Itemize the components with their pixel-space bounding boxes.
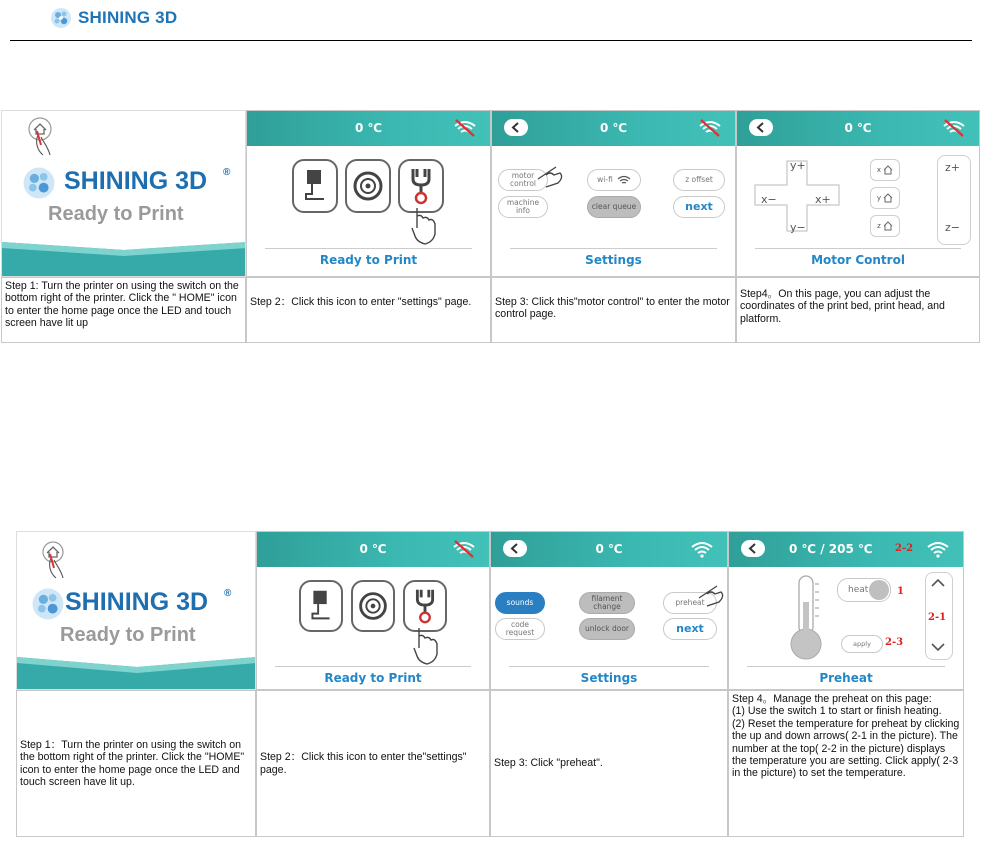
filament-change-button[interactable]: filament change [579, 592, 635, 614]
preheat-button[interactable]: preheat [663, 592, 717, 614]
wifi-icon [689, 539, 715, 559]
home-icon[interactable] [20, 117, 64, 157]
print-button[interactable] [292, 159, 338, 213]
globe-logo-icon [50, 7, 72, 29]
step-2-caption: Step 2：Click this icon to enter the"settings" page. [256, 690, 490, 837]
filament-button[interactable] [351, 580, 395, 632]
brand-name: SHINING 3D [64, 167, 208, 195]
wifi-off-icon [941, 118, 967, 138]
teal-wave-decoration [17, 647, 256, 689]
clear-queue-button[interactable]: clear queue [587, 196, 641, 218]
wifi-button-label: wi-fi [597, 175, 613, 184]
step-4-caption: Step 4。Manage the preheat on this page: (1) Use the switch 1 to start or finish heating. (2) Reset the temperature for preheat by clicking the up and down arrows( 2-1 in the picture). The number at the top( 2-2 in the picture) displays the temperature you are setting. Click apply( 2-3 in the picture) to set the temperature. [728, 690, 964, 837]
label-2-3: 2-3 [885, 637, 904, 648]
thermometer-icon [787, 572, 827, 662]
chevron-up-icon[interactable] [930, 578, 946, 588]
footer-title: Ready to Print [324, 671, 422, 685]
home-screen-panel [1, 110, 246, 277]
screen-header [247, 111, 490, 146]
sounds-toggle[interactable]: sounds [495, 592, 545, 614]
next-button[interactable]: next [663, 618, 717, 640]
settings-screen-panel [491, 110, 736, 277]
step-3-caption: Step 3: Click "preheat". [490, 690, 728, 837]
wifi-off-icon [451, 539, 477, 559]
home-icon [883, 193, 893, 203]
x-home-label: x [876, 166, 882, 174]
machine-info-button[interactable]: machine info [498, 196, 548, 218]
temperature-setpoint-readout: 0 ℃ / 205 ℃ [789, 542, 873, 556]
brand-logo-text: SHINING 3D [78, 8, 178, 27]
screen-header [729, 532, 963, 567]
footer-title: Motor Control [811, 253, 905, 267]
globe-logo-icon [22, 166, 56, 200]
apply-button[interactable]: apply [841, 635, 883, 653]
label-2-2: 2-2 [895, 543, 914, 554]
home-icon [883, 221, 893, 231]
z-offset-button[interactable]: z offset [673, 169, 725, 191]
filament-button[interactable] [345, 159, 391, 213]
wrench-icon [400, 161, 442, 211]
z-plus-button[interactable]: z+ [945, 161, 960, 174]
y-minus-button[interactable]: y− [790, 221, 806, 234]
back-button[interactable] [741, 540, 765, 557]
ready-screen-panel [256, 531, 490, 690]
footer-divider [265, 248, 472, 249]
wrench-icon [405, 582, 445, 630]
screen-header [492, 111, 735, 146]
print-button[interactable] [299, 580, 343, 632]
hand-pointer-icon [409, 206, 439, 246]
y-home-button[interactable] [870, 187, 900, 209]
x-minus-button[interactable]: x− [761, 193, 777, 206]
ready-screen-panel [246, 110, 491, 277]
ready-to-print-title: Ready to Print [48, 203, 184, 225]
ready-to-print-title: Ready to Print [60, 624, 196, 646]
wifi-icon [925, 539, 951, 559]
footer-divider [509, 666, 709, 667]
settings-button[interactable] [403, 580, 447, 632]
preheat-screen-panel [728, 531, 964, 690]
registered-mark: ® [223, 167, 231, 178]
globe-logo-icon [31, 587, 65, 621]
hand-pointer-icon [536, 161, 566, 191]
screen-header [491, 532, 727, 567]
footer-title: Settings [580, 671, 638, 685]
motor-control-button[interactable]: motor control [498, 169, 548, 191]
footer-divider [510, 248, 717, 249]
step-3-caption: Step 3: Click this"motor control" to enter the motor control page. [491, 277, 736, 343]
home-icon[interactable] [33, 540, 77, 580]
settings-button[interactable] [398, 159, 444, 213]
chevron-left-icon [748, 543, 758, 554]
z-minus-button[interactable]: z− [945, 221, 960, 234]
footer-title: Settings [585, 253, 642, 267]
label-1: 1 [897, 586, 904, 597]
temperature-readout: 0 ℃ [354, 121, 383, 135]
x-home-button[interactable] [870, 159, 900, 181]
label-2-1: 2-1 [928, 612, 947, 623]
filament-spool-icon [347, 161, 389, 211]
temperature-readout: 0 ℃ [844, 121, 872, 135]
temperature-readout: 0 ℃ [359, 542, 387, 556]
screen-header [737, 111, 979, 146]
brand-name: SHINING 3D [65, 588, 209, 616]
temperature-readout: 0 ℃ [595, 542, 623, 556]
footer-divider [747, 666, 945, 667]
screen-header [257, 532, 489, 567]
brand-logo [50, 4, 177, 32]
wifi-button[interactable] [587, 169, 641, 191]
motor-control-screen-panel [736, 110, 980, 277]
heat-toggle[interactable] [837, 578, 891, 602]
toggle-knob [869, 580, 889, 600]
heat-label: heat [848, 585, 869, 595]
wifi-off-icon [452, 118, 478, 138]
y-plus-button[interactable]: y+ [790, 159, 806, 172]
step-1-caption: Step 1: Turn the printer on using the switch on the bottom right of the printer. Click the " HOME" icon to enter the home page once the LED and touch screen have lit up [1, 277, 246, 343]
footer-title: Ready to Print [319, 253, 418, 267]
hand-pointer-icon [697, 582, 727, 610]
header-rule [10, 40, 972, 41]
step-1-caption: Step 1：Turn the printer on using the switch on the bottom right of the printer. Click the "HOME" icon to enter the home page once the LED and touch screen have lit up. [16, 690, 256, 837]
registered-mark: ® [224, 588, 232, 599]
step-4-caption: Step4。On this page, you can adjust the coordinates of the print bed, print head, and platform. [736, 277, 980, 343]
wifi-off-icon [697, 118, 723, 138]
settings-screen-panel [490, 531, 728, 690]
code-request-button[interactable]: code request [495, 618, 545, 640]
next-button[interactable]: next [673, 196, 725, 218]
home-icon [883, 165, 893, 175]
z-home-label: z [877, 222, 881, 230]
home-screen-panel [16, 531, 256, 690]
print-icon [301, 582, 341, 630]
footer-divider [755, 248, 961, 249]
temperature-readout: 0 ℃ [599, 121, 628, 135]
hand-pointer-icon [411, 626, 441, 666]
y-home-label: y [876, 194, 882, 202]
wifi-icon [617, 175, 631, 185]
filament-spool-icon [353, 582, 393, 630]
teal-wave-decoration [2, 228, 246, 276]
z-home-button[interactable] [870, 215, 900, 237]
footer-divider [275, 666, 471, 667]
footer-title: Preheat [819, 671, 873, 685]
print-icon [294, 161, 336, 211]
chevron-down-icon[interactable] [930, 642, 946, 652]
step-2-caption: Step 2：Click this icon to enter "settings" page. [246, 277, 491, 343]
unlock-door-button[interactable]: unlock door [579, 618, 635, 640]
x-plus-button[interactable]: x+ [815, 193, 831, 206]
